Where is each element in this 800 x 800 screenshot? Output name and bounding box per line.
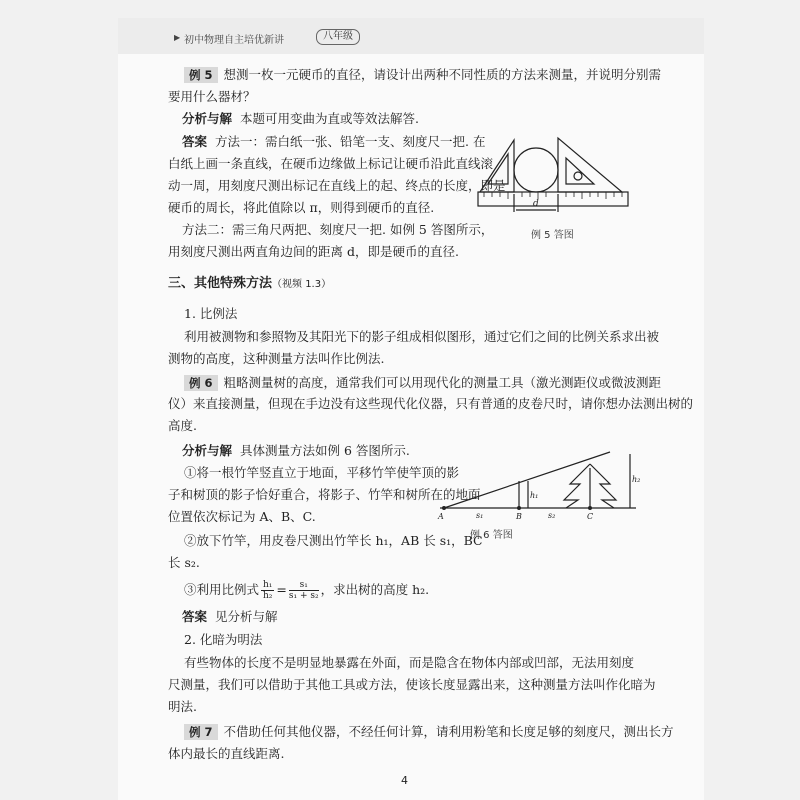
- method2-title: 2. 化暗为明法: [184, 632, 263, 647]
- coin-circle: [514, 148, 558, 192]
- label-s1: s₁: [476, 511, 484, 520]
- label-s2: s₂: [548, 511, 556, 520]
- example5-method1-line4: 硬币的周长，将此值除以 π，则得到硬币的直径.: [168, 200, 435, 215]
- example6-tag: 例 6: [184, 375, 218, 391]
- example6-step1-line1: ①将一根竹竿竖直立于地面，平移竹竿使竿顶的影: [184, 465, 460, 480]
- example6-step2-line2: 长 s₂.: [168, 555, 200, 570]
- tree-right: [590, 464, 616, 508]
- figure-label-d: d: [533, 199, 539, 209]
- tree-left: [564, 464, 590, 508]
- example6-answer: 答案 见分析与解: [182, 609, 278, 624]
- analysis-label: 分析与解: [182, 443, 233, 458]
- example5-analysis: 分析与解 本题可用变曲为直或等效法解答.: [182, 111, 419, 126]
- example6-question-line3: 高度.: [168, 418, 197, 433]
- example7-tag: 例 7: [184, 724, 218, 740]
- triangle-icon: ▶: [174, 33, 181, 42]
- example5-method2-line1: 方法二：需三角尺两把、刻度尺一把. 如例 5 答图所示，: [182, 222, 494, 237]
- label-h2: h₂: [632, 475, 641, 484]
- method1-title: 1. 比例法: [184, 306, 238, 321]
- method2-text-line2: 尺测量，我们可以借助于其他工具或方法，使该长度显露出来，这种测量方法叫作化暗为: [168, 677, 656, 692]
- example6-step3: ③利用比例式 $\frac{\text{h₁}}{\text{h₂}}$ = $\frac{\text{s₁}}{\text{s₁ + s₂}}$ ，求出树的高度 h₂.: [184, 580, 430, 601]
- label-A: A: [438, 512, 444, 521]
- example5-tag: 例 5: [184, 67, 218, 83]
- answer-label: 答案: [182, 609, 208, 624]
- example6-step1-line3: 位置依次标记为 A、B、C.: [168, 509, 316, 524]
- example6-step1-line2: 子和树顶的影子恰好重合，将影子、竹竿和树所在的地面: [168, 487, 481, 502]
- sun-ray: [444, 452, 610, 508]
- section3-heading: 三、其他特殊方法（视频 1.3）: [168, 276, 332, 291]
- grade-badge: 八年级: [316, 29, 360, 45]
- method2-text-line3: 明法.: [168, 699, 197, 714]
- fraction-s: $\frac{\text{s₁}}{\text{s₁ + s₂}}$: [288, 580, 319, 601]
- example6-figure: [436, 450, 646, 526]
- analysis-label: 分析与解: [182, 111, 233, 126]
- method1-text-line1: 利用被测物和参照物及其阳光下的影子组成相似图形，通过它们之间的比例关系求出被: [184, 329, 660, 344]
- example6-question-line1: 例 6 粗略测量树的高度，通常我们可以用现代化的测量工具（激光测距仪或微波测距: [184, 375, 661, 391]
- example5-method1-line3: 动一周，用刻度尺测出标记在直线上的起、终点的长度，即是: [168, 178, 506, 193]
- example6-figure-caption: 例 6 答图: [470, 530, 513, 541]
- example6-question-line2: 仪）来直接测量，但现在手边没有这些现代化仪器，只有普通的皮卷尺时，请你想办法测出树的: [168, 396, 694, 411]
- example5-figure: [474, 130, 636, 222]
- example5-question-line1: 例 5 想测一枚一元硬币的直径，请设计出两种不同性质的方法来测量，并说明分别需: [184, 67, 661, 83]
- example5-method2-line2: 用刻度尺测出两直角边间的距离 d，即是硬币的直径.: [168, 244, 459, 259]
- scale-ruler: [478, 192, 628, 206]
- method1-text-line2: 测物的高度，这种测量方法叫作比例法.: [168, 351, 385, 366]
- answer-label: 答案: [182, 134, 208, 149]
- label-C: C: [587, 512, 594, 521]
- example5-figure-caption: 例 5 答图: [531, 230, 574, 241]
- book-title: 初中物理自主培优新讲: [184, 35, 284, 46]
- example6-analysis: 分析与解 具体测量方法如例 6 答图所示.: [182, 443, 410, 458]
- example7-question-line2: 体内最长的直线距离.: [168, 746, 285, 761]
- page-number: 4: [401, 774, 408, 787]
- running-header: [118, 18, 704, 54]
- method2-text-line1: 有些物体的长度不是明显地暴露在外面，而是隐含在物体内部或凹部，无法用刻度: [184, 655, 635, 670]
- fraction-h: $\frac{\text{h₁}}{\text{h₂}}$: [263, 580, 273, 601]
- example6-step2-line1: ②放下竹竿，用皮卷尺测出竹竿长 h₁，AB 长 s₁，BC: [184, 533, 483, 548]
- label-h1: h₁: [530, 491, 539, 500]
- label-B: B: [516, 512, 522, 521]
- example7-question-line1: 例 7 不借助任何其他仪器，不经任何计算，请利用粉笔和长度足够的刻度尺，测出长方: [184, 724, 674, 740]
- video-reference: （视频 1.3）: [272, 279, 332, 290]
- example5-method1-line2: 白纸上画一条直线，在硬币边缘做上标记让硬币沿此直线滚: [168, 156, 494, 171]
- example5-method1-line1: 答案 方法一：需白纸一张、铅笔一支、刻度尺一把. 在: [182, 134, 486, 149]
- example5-question-line2: 要用什么器材？: [168, 89, 256, 104]
- book-page: [118, 18, 704, 800]
